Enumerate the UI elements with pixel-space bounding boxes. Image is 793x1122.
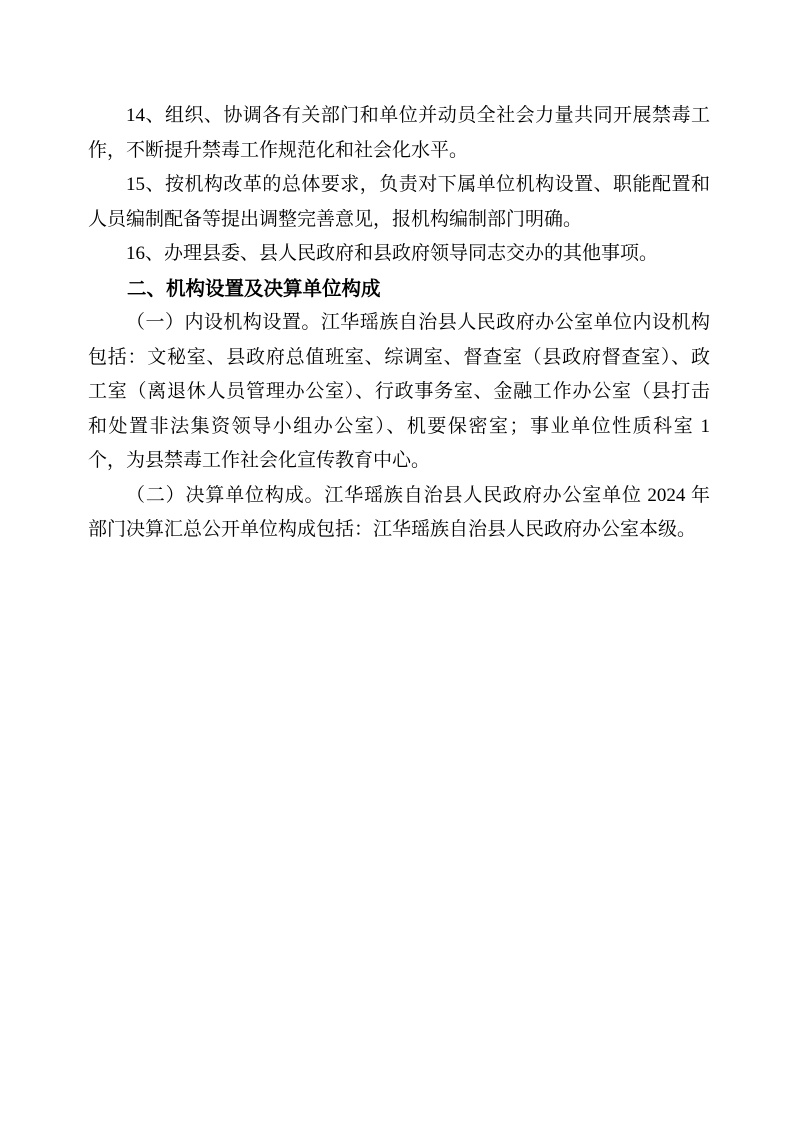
paragraph-line: 二、机构设置及决算单位构成: [127, 277, 381, 300]
paragraph-line: 16、办理县委、县人民政府和县政府领导同志交办的其他事项。: [126, 243, 659, 264]
paragraph-line: 个，为县禁毒工作社会化宣传教育中心。: [88, 450, 431, 471]
paragraph-line: （二）决算单位构成。江华瑶族自治县人民政府办公室单位 2024 年: [126, 484, 710, 506]
document-body: [88, 99, 710, 548]
paragraph-line: 14、组织、协调各有关部门和单位并动员全社会力量共同开展禁毒工: [126, 105, 710, 126]
body-paragraph: [88, 479, 710, 548]
body-paragraph: [88, 306, 710, 479]
paragraph-line: 人员编制配备等提出调整完善意见，报机构编制部门明确。: [88, 208, 583, 230]
body-paragraph: [88, 168, 710, 237]
paragraph-line: 15、按机构改革的总体要求，负责对下属单位机构设置、职能配置和: [126, 174, 710, 195]
body-paragraph: [88, 237, 710, 272]
paragraph-line: 和处置非法集资领导小组办公室）、机要保密室；事业单位性质科室 1: [88, 415, 710, 437]
paragraph-line: 工室（离退休人员管理办公室）、行政事务室、金融工作办公室（县打击: [88, 381, 710, 402]
body-paragraph: [88, 99, 710, 168]
paragraph-line: （一）内设机构设置。江华瑶族自治县人民政府办公室单位内设机构: [126, 312, 710, 333]
paragraph-line: 部门决算汇总公开单位构成包括：江华瑶族自治县人民政府办公室本级。: [88, 519, 697, 540]
paragraph-line: 包括：文秘室、县政府总值班室、综调室、督查室（县政府督查室）、政: [88, 346, 710, 368]
section-heading: [88, 272, 710, 307]
paragraph-line: 作，不断提升禁毒工作规范化和社会化水平。: [88, 139, 469, 161]
